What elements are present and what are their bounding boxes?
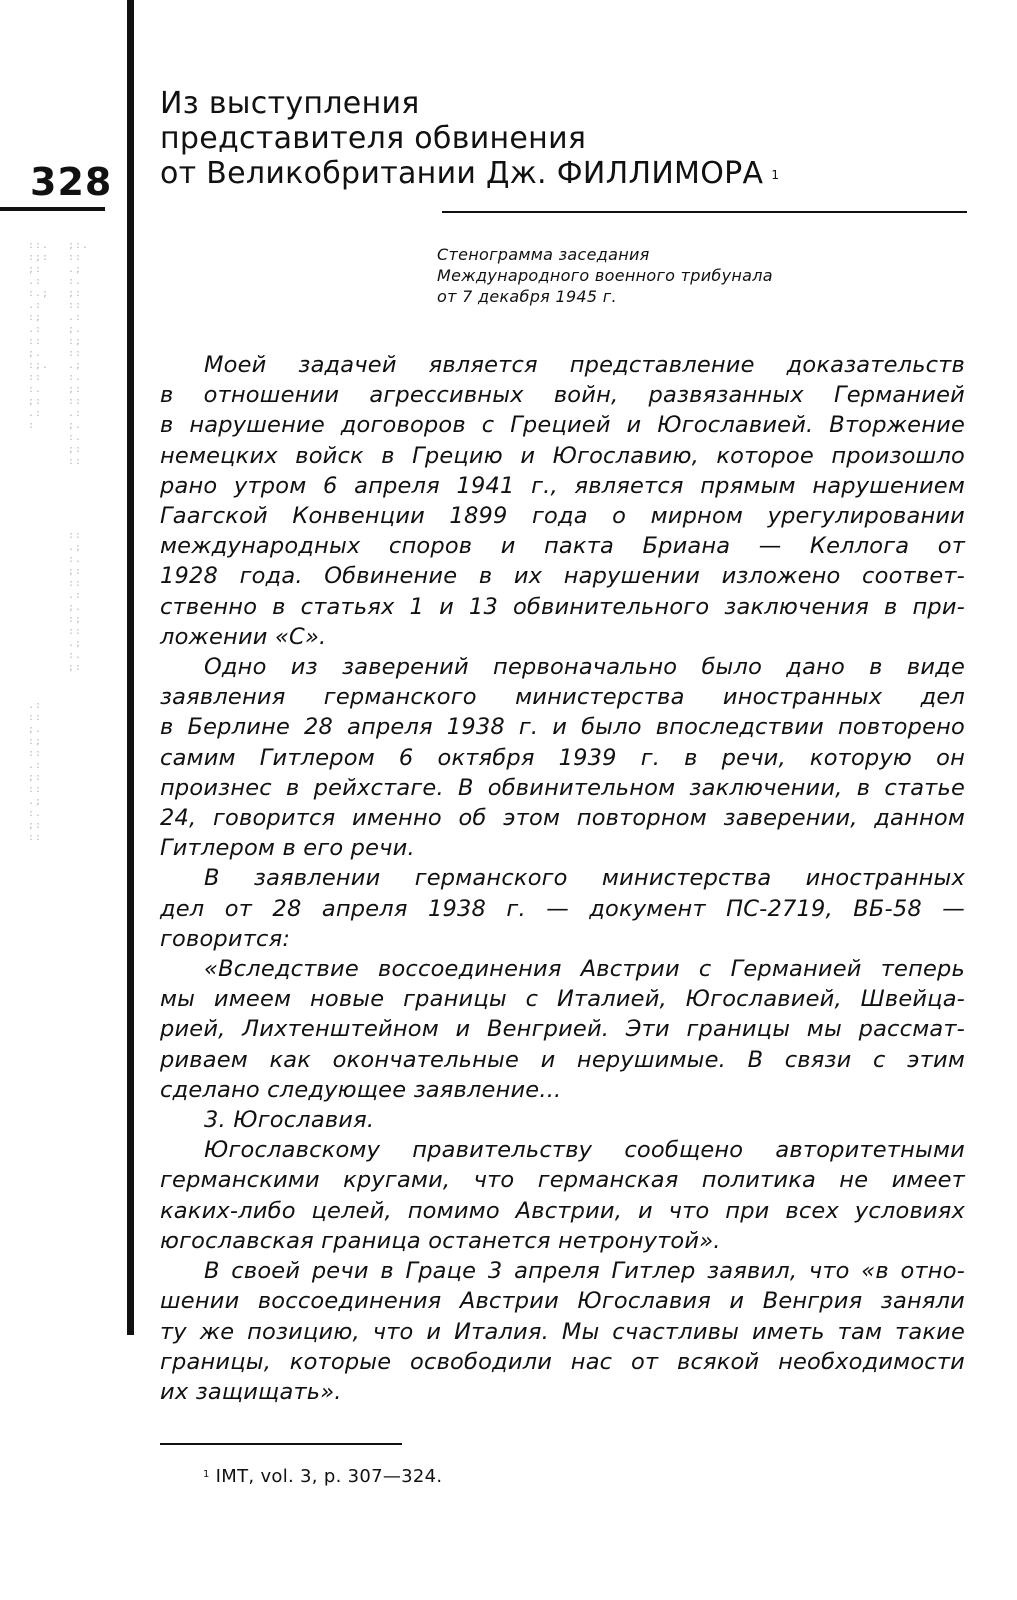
body-line: Моей задачей является представление доказательств: [204, 352, 965, 378]
body-line: в Берлине 28 апреля 1938 г. и было впоследствии повторено: [160, 714, 965, 741]
library-stamp-mark: ::. :;: ;: .: :.; .: :; .: :: ;. :;. :: :. ;: .: :: [28, 240, 50, 431]
heading-line: представителя обвинения: [160, 121, 587, 156]
source-epigraph: [437, 244, 917, 307]
epigraph-line: от 7 декабря 1945 г.: [437, 287, 617, 306]
body-line: сделано следующее заявление...: [160, 1076, 562, 1103]
library-stamp-mark: :: .; :. ;: :: .: ;. :; :: .; :. ;:: [68, 530, 83, 673]
body-line: мы имеем новые границы с Италией, Югославией, Швейца-: [160, 986, 965, 1013]
footnote-reference[interactable]: 1: [771, 168, 780, 182]
body-line: Гитлером в его речи.: [160, 835, 415, 862]
body-line: международных споров и пакта Бриана — Келлога от: [160, 533, 965, 560]
body-line: границы, которые освободили нас от всякой необходимости: [160, 1348, 965, 1375]
body-text: [160, 350, 965, 1407]
footnote-rule: [160, 1443, 402, 1445]
heading-rule: [442, 211, 967, 213]
body-line: В своей речи в Граце 3 апреля Гитлер заявил, что «в отно-: [204, 1258, 965, 1285]
body-line: ту же позицию, что и Италия. Мы счастливы иметь там такие: [160, 1318, 965, 1345]
body-line: заявления германского министерства иностранных дел: [160, 684, 965, 711]
body-line: ственно в статьях 1 и 13 обвинительного заключения в при-: [160, 593, 965, 620]
library-stamp-mark: .: :: ;. :; :: .: ;: :: .; :. ;: ::: [28, 700, 43, 843]
article-heading: [160, 86, 920, 193]
epigraph-line: Стенограмма заседания: [437, 245, 650, 264]
footnote-mark: 1: [203, 1469, 210, 1480]
body-line: произнес в рейхстаге. В обвинительном заключении, в статье: [160, 774, 965, 801]
body-line: Одно из заверений первоначально было дано в виде: [204, 654, 965, 681]
body-line: немецких войск в Грецию и Югославию, которое произошло: [160, 442, 965, 469]
body-line: Югославскому правительству сообщено авторитетными: [204, 1137, 965, 1164]
body-line: каких-либо целей, помимо Австрии, и что при всех условиях: [160, 1197, 965, 1224]
body-line: в отношении агрессивных войн, развязанных Германией: [160, 382, 965, 409]
heading-line: [160, 156, 920, 193]
library-stamp-mark: ;:. :: .; :. ;: :: .: ;. :; :: .; :. ;: :: .: ;. :. ;: ::: [68, 240, 90, 467]
epigraph-line: Международного военного трибунала: [437, 266, 773, 285]
body-line: Гаагской Конвенции 1899 года о мирном урегулировании: [160, 503, 965, 530]
body-line: говорится:: [160, 925, 291, 952]
body-line: «Вследствие воссоединения Австрии с Германией теперь: [204, 956, 965, 983]
body-line: югославская граница останется нетронутой».: [160, 1227, 721, 1254]
body-line: ложении «С».: [160, 623, 327, 650]
body-line: 1928 года. Обвинение в их нарушении изложено соответ-: [160, 563, 965, 590]
page-number: 328: [30, 160, 113, 204]
body-line: их защищать».: [160, 1378, 342, 1405]
body-line: дел от 28 апреля 1938 г. — документ ПС-2719, ВБ-58 —: [160, 895, 965, 922]
footnote: [203, 1466, 442, 1487]
page-number-rule: [0, 207, 105, 211]
body-line: рией, Лихтенштейном и Венгрией. Эти границы мы рассмат-: [160, 1016, 965, 1043]
footnote-text: IMT, vol. 3, p. 307—324.: [215, 1466, 443, 1487]
body-line: самим Гитлером 6 октября 1939 г. в речи, которую он: [160, 744, 965, 771]
body-line: в нарушение договоров с Грецией и Югославией. Вторжение: [160, 412, 965, 439]
body-line: германскими кругами, что германская политика не имеет: [160, 1167, 965, 1194]
heading-line: Из выступления: [160, 86, 420, 121]
body-line: риваем как окончательные и нерушимые. В связи с этим: [160, 1046, 965, 1073]
body-line: В заявлении германского министерства иностранных: [204, 865, 965, 892]
margin-rule: [127, 0, 134, 1335]
body-line: 3. Югославия.: [204, 1107, 375, 1134]
heading-line-text: от Великобритании Дж. ФИЛЛИМОРА: [160, 156, 764, 191]
body-line: шении воссоединения Австрии Югославия и Венгрия заняли: [160, 1288, 965, 1315]
body-line: рано утром 6 апреля 1941 г., является прямым нарушением: [160, 472, 965, 499]
body-line: 24, говорится именно об этом повторном заверении, данном: [160, 805, 965, 832]
